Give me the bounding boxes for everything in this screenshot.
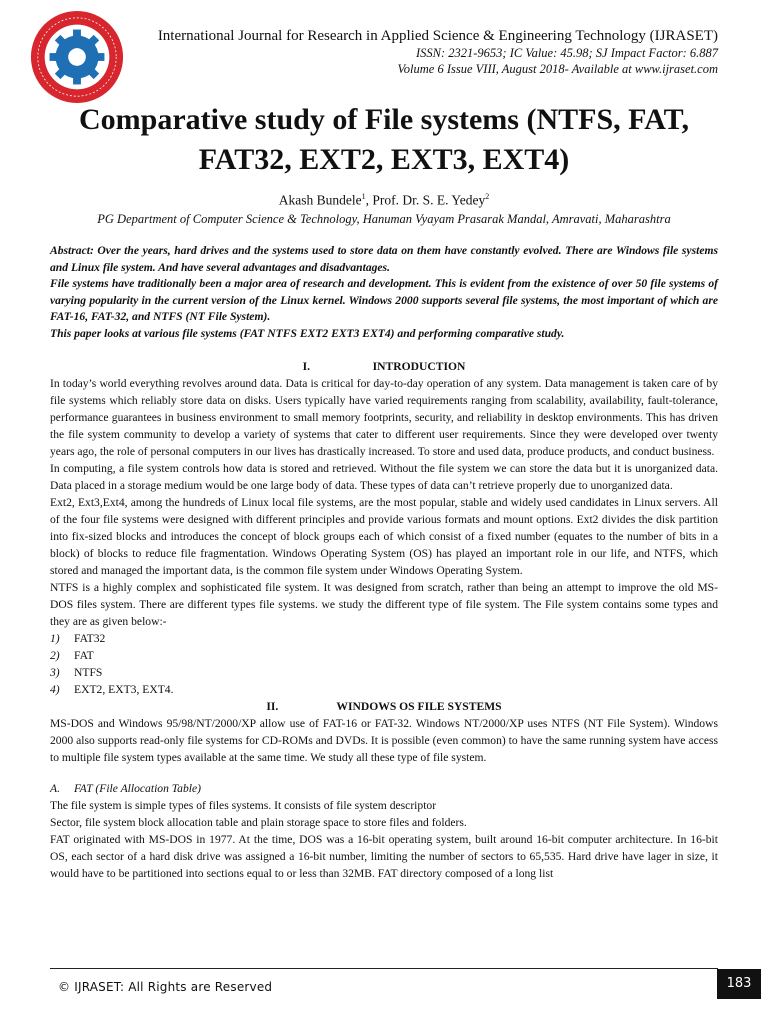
journal-header bbox=[158, 27, 718, 77]
page-number: 183 bbox=[717, 969, 761, 999]
author-1-affiliation: 1 bbox=[361, 192, 366, 201]
abstract bbox=[50, 243, 718, 343]
section-number: I. bbox=[302, 360, 311, 373]
subsection-number: A. bbox=[50, 782, 60, 795]
list-item bbox=[50, 630, 718, 647]
author-separator: , bbox=[365, 192, 373, 208]
list-item-number: 2) bbox=[50, 649, 60, 662]
paper-title bbox=[0, 100, 768, 180]
section-title: WINDOWS OS FILE SYSTEMS bbox=[336, 700, 502, 713]
journal-volume: Volume 6 Issue VIII, August 2018- Available at www.ijraset.com bbox=[397, 62, 718, 76]
list-item bbox=[50, 664, 718, 681]
file-system-list bbox=[50, 630, 718, 698]
journal-issn: ISSN: 2321-9653; IC Value: 45.98; SJ Impact Factor: 6.887 bbox=[415, 46, 718, 60]
list-item-text: FAT bbox=[74, 649, 94, 662]
paper-title-line2: FAT32, EXT2, EXT3, EXT4) bbox=[198, 143, 570, 176]
journal-name: International Journal for Research in Applied Science & Engineering Technology (IJRASET) bbox=[157, 28, 718, 44]
list-item-text: EXT2, EXT3, EXT4. bbox=[74, 683, 174, 696]
footer-divider bbox=[50, 968, 718, 969]
list-item-number: 4) bbox=[50, 683, 60, 696]
abstract-paragraph: Abstract: Over the years, hard drives and the systems used to store data on them have constantly evolved. There are Windows file systems and Linux file system. And have several advantages and disadvantages. bbox=[50, 244, 718, 274]
abstract-paragraph: File systems have traditionally been a major area of research and development. This is evident from the existence of over 50 file systems of varying popularity in the current version of the Linux kernel. Windows 2000 supports several file systems, the most important of which are FAT-16, FAT-32, and NTFS (NT File System). bbox=[50, 277, 718, 324]
list-item-text: NTFS bbox=[74, 666, 103, 679]
author-department: PG Department of Computer Science & Technology, Hanuman Vyayam Prasarak Mandal, Amravati, Maharashtra bbox=[97, 212, 671, 226]
body-paragraph: Ext2, Ext3,Ext4, among the hundreds of Linux local file systems, are the most popular, stable and widely used candidates in Linux servers. All of the four file systems were designed with different principles and provide various formats and mount options. Ext2 divides the disk partition into fix-sized blocks and introduces the concept of block groups each of which consist of a fixed number (equates to the number of bits in a block) of blocks to reduce file fragmentation. Windows Operating System (OS) has played an important role in our life, and NTFS, which stored and managed the important data, is the common file system under Windows Operating System. bbox=[50, 496, 718, 577]
subsection-heading-fat bbox=[50, 780, 718, 797]
section-number: II. bbox=[266, 700, 279, 713]
paper-body bbox=[50, 358, 718, 882]
list-item bbox=[50, 681, 718, 698]
list-item-text: FAT32 bbox=[74, 632, 106, 645]
body-paragraph: NTFS is a highly complex and sophisticated file system. It was designed from scratch, rather than being an attempt to improve the old MS-DOS files system. There are different types file systems. we study the different type of file system. The File system contains some types and they are as given below:- bbox=[50, 581, 718, 628]
journal-logo-icon bbox=[28, 8, 126, 106]
body-line: The file system is simple types of files systems. It consists of file system descriptor bbox=[50, 799, 437, 812]
paper-title-line1: Comparative study of File systems (NTFS, FAT, bbox=[79, 103, 689, 136]
list-item-number: 3) bbox=[50, 666, 60, 679]
body-paragraph: MS-DOS and Windows 95/98/NT/2000/XP allow use of FAT-16 or FAT-32. Windows NT/2000/XP uses NTFS (NT File System). Windows 2000 also supports read-only file systems for CD-ROMs and DVDs. It is possible (even common) to have the same running system have access to multiple file system types available at the same time. We study all these type of file system. bbox=[50, 717, 718, 764]
footer-copyright: © IJRASET: All Rights are Reserved bbox=[58, 980, 273, 994]
subsection-title: FAT (File Allocation Table) bbox=[74, 782, 201, 795]
body-line: Sector, file system block allocation table and plain storage space to store files and folders. bbox=[50, 816, 467, 829]
section-heading-windows bbox=[50, 698, 718, 715]
paragraph-spacer bbox=[50, 766, 718, 772]
section-title: INTRODUCTION bbox=[372, 360, 466, 373]
body-paragraph: In computing, a file system controls how data is stored and retrieved. Without the file system we can store the data but it is unorganized data. Data placed in a storage medium would be one large body of data. These types of data can’t retrieve properly due to unorganized data. bbox=[50, 462, 718, 492]
body-paragraph: FAT originated with MS-DOS in 1977. At the time, DOS was a 16-bit operating system, built around 16-bit computer architecture. In 16-bit OS, each sector of a hard disk drive was assigned a 16-bit number, limiting the number of sectors to 65,535. Hard drive have lager in size, it would have to be partitioned into sections equal to or less than 32MB. FAT directory composed of a long list bbox=[50, 833, 718, 880]
author-1: Akash Bundele bbox=[278, 192, 362, 208]
author-2-affiliation: 2 bbox=[485, 192, 490, 201]
author-line bbox=[0, 192, 768, 209]
section-heading-introduction bbox=[50, 358, 718, 375]
list-item bbox=[50, 647, 718, 664]
author-2: Prof. Dr. S. E. Yedey bbox=[372, 192, 486, 208]
list-item-number: 1) bbox=[50, 632, 60, 645]
abstract-paragraph: This paper looks at various file systems (FAT NTFS EXT2 EXT3 EXT4) and performing comparative study. bbox=[50, 326, 565, 340]
body-paragraph: In today’s world everything revolves around data. Data is critical for day-to-day operation of any system. Data management is taken care of by file systems which reliably store data on disks. Users typically have varied requirements ranging from scalability, availability, fault-tolerance, performance guarantees in business environment to small memory footprints, security, and reliability in desktop environments. This has driven the file system community to develop a variety of systems that cater to different user requirements. Since they were developed over twenty years ago, the role of personal computers in our lives has drastically increased. To store and used data, produce products, and conduct business. bbox=[50, 377, 718, 458]
